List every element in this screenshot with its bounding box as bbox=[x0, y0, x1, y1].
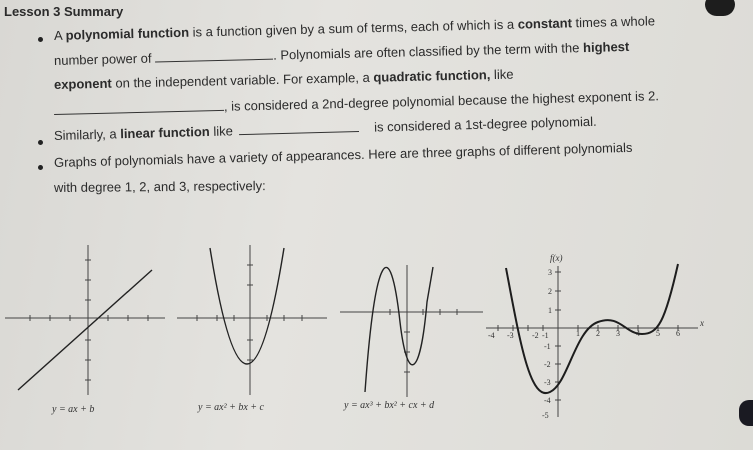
x-tick-label: -4 bbox=[488, 331, 495, 340]
term-exponent: exponent bbox=[53, 75, 112, 92]
thumb-shadow bbox=[705, 0, 735, 16]
quadratic-equation-caption: y = ax² + bx + c bbox=[198, 402, 264, 413]
paragraph-line-2 bbox=[54, 39, 630, 68]
bullet-marker bbox=[38, 165, 43, 170]
text: is considered a 1st-degree polynomial. bbox=[373, 113, 597, 135]
term-linear-function: linear function bbox=[120, 123, 210, 142]
cubic-graph bbox=[335, 262, 485, 402]
text: A bbox=[53, 27, 63, 43]
fill-in-blank-2[interactable] bbox=[54, 99, 224, 115]
y-tick-label: -2 bbox=[544, 360, 551, 369]
term-constant: constant bbox=[517, 15, 573, 32]
y-tick-label: -4 bbox=[544, 396, 551, 405]
axis-ticks bbox=[30, 260, 148, 380]
polynomial-curve bbox=[506, 264, 678, 393]
paragraph-line-1 bbox=[54, 13, 655, 43]
text: . Polynomials are often classified by the term with the bbox=[272, 40, 580, 63]
lesson-title: Lesson 3 Summary bbox=[4, 4, 124, 19]
cubic-equation-caption: y = ax³ + bx² + cx + d bbox=[344, 400, 435, 411]
x-tick-label: 6 bbox=[676, 329, 680, 338]
bullet-marker bbox=[38, 140, 43, 145]
text: number power of bbox=[53, 50, 152, 68]
x-tick-label: 5 bbox=[656, 329, 660, 338]
x-axis-label: x bbox=[700, 318, 704, 328]
y-tick-label: 3 bbox=[548, 268, 552, 277]
line-curve bbox=[18, 270, 152, 390]
x-tick-label: -3 bbox=[507, 331, 514, 340]
x-tick-label: 4 bbox=[636, 329, 640, 338]
y-tick-labels bbox=[542, 268, 552, 420]
paragraph-line-5 bbox=[54, 114, 597, 143]
text: on the independent variable. For example, a bbox=[115, 69, 370, 91]
paragraph-line-3 bbox=[54, 67, 514, 92]
y-tick-label: -3 bbox=[544, 378, 551, 387]
text: like bbox=[493, 66, 514, 83]
axis-ticks bbox=[498, 272, 678, 400]
paragraph-line-6: Graphs of polynomials have a variety of appearances. Here are three graphs of different polynomials bbox=[53, 139, 633, 170]
fill-in-blank-3[interactable] bbox=[238, 120, 358, 135]
paragraph-line-7: with degree 1, 2, and 3, respectively: bbox=[53, 178, 266, 195]
fill-in-blank-1[interactable] bbox=[155, 48, 273, 63]
term-quadratic-function: quadratic function, bbox=[373, 67, 491, 85]
cubic-curve bbox=[365, 267, 433, 392]
y-tick-label: 1 bbox=[548, 306, 552, 315]
text: , is considered a 2nd-degree polynomial because the highest exponent is 2. bbox=[223, 88, 660, 114]
y-tick-label: 2 bbox=[548, 287, 552, 296]
y-axis-label: f(x) bbox=[550, 253, 563, 263]
y-tick-label: -5 bbox=[542, 411, 549, 420]
quadratic-graph bbox=[172, 240, 332, 400]
text: is a function given by a sum of terms, each of which is a bbox=[192, 16, 515, 40]
term-highest: highest bbox=[582, 38, 630, 56]
bullet-marker bbox=[38, 37, 43, 42]
x-tick-label: -1 bbox=[542, 331, 549, 340]
x-tick-label: 2 bbox=[596, 329, 600, 338]
y-tick-label: -1 bbox=[544, 342, 551, 351]
x-tick-label: 1 bbox=[576, 329, 580, 338]
text: Similarly, a bbox=[53, 126, 117, 143]
labeled-polynomial-graph bbox=[480, 252, 710, 420]
linear-graph bbox=[0, 240, 170, 400]
x-tick-label: 3 bbox=[616, 329, 620, 338]
text: times a whole bbox=[575, 13, 656, 31]
linear-equation-caption: y = ax + b bbox=[52, 404, 95, 415]
thumb-shadow bbox=[739, 400, 753, 426]
text: like bbox=[213, 123, 234, 139]
x-tick-label: -2 bbox=[532, 331, 539, 340]
term-polynomial-function: polynomial function bbox=[65, 24, 190, 43]
